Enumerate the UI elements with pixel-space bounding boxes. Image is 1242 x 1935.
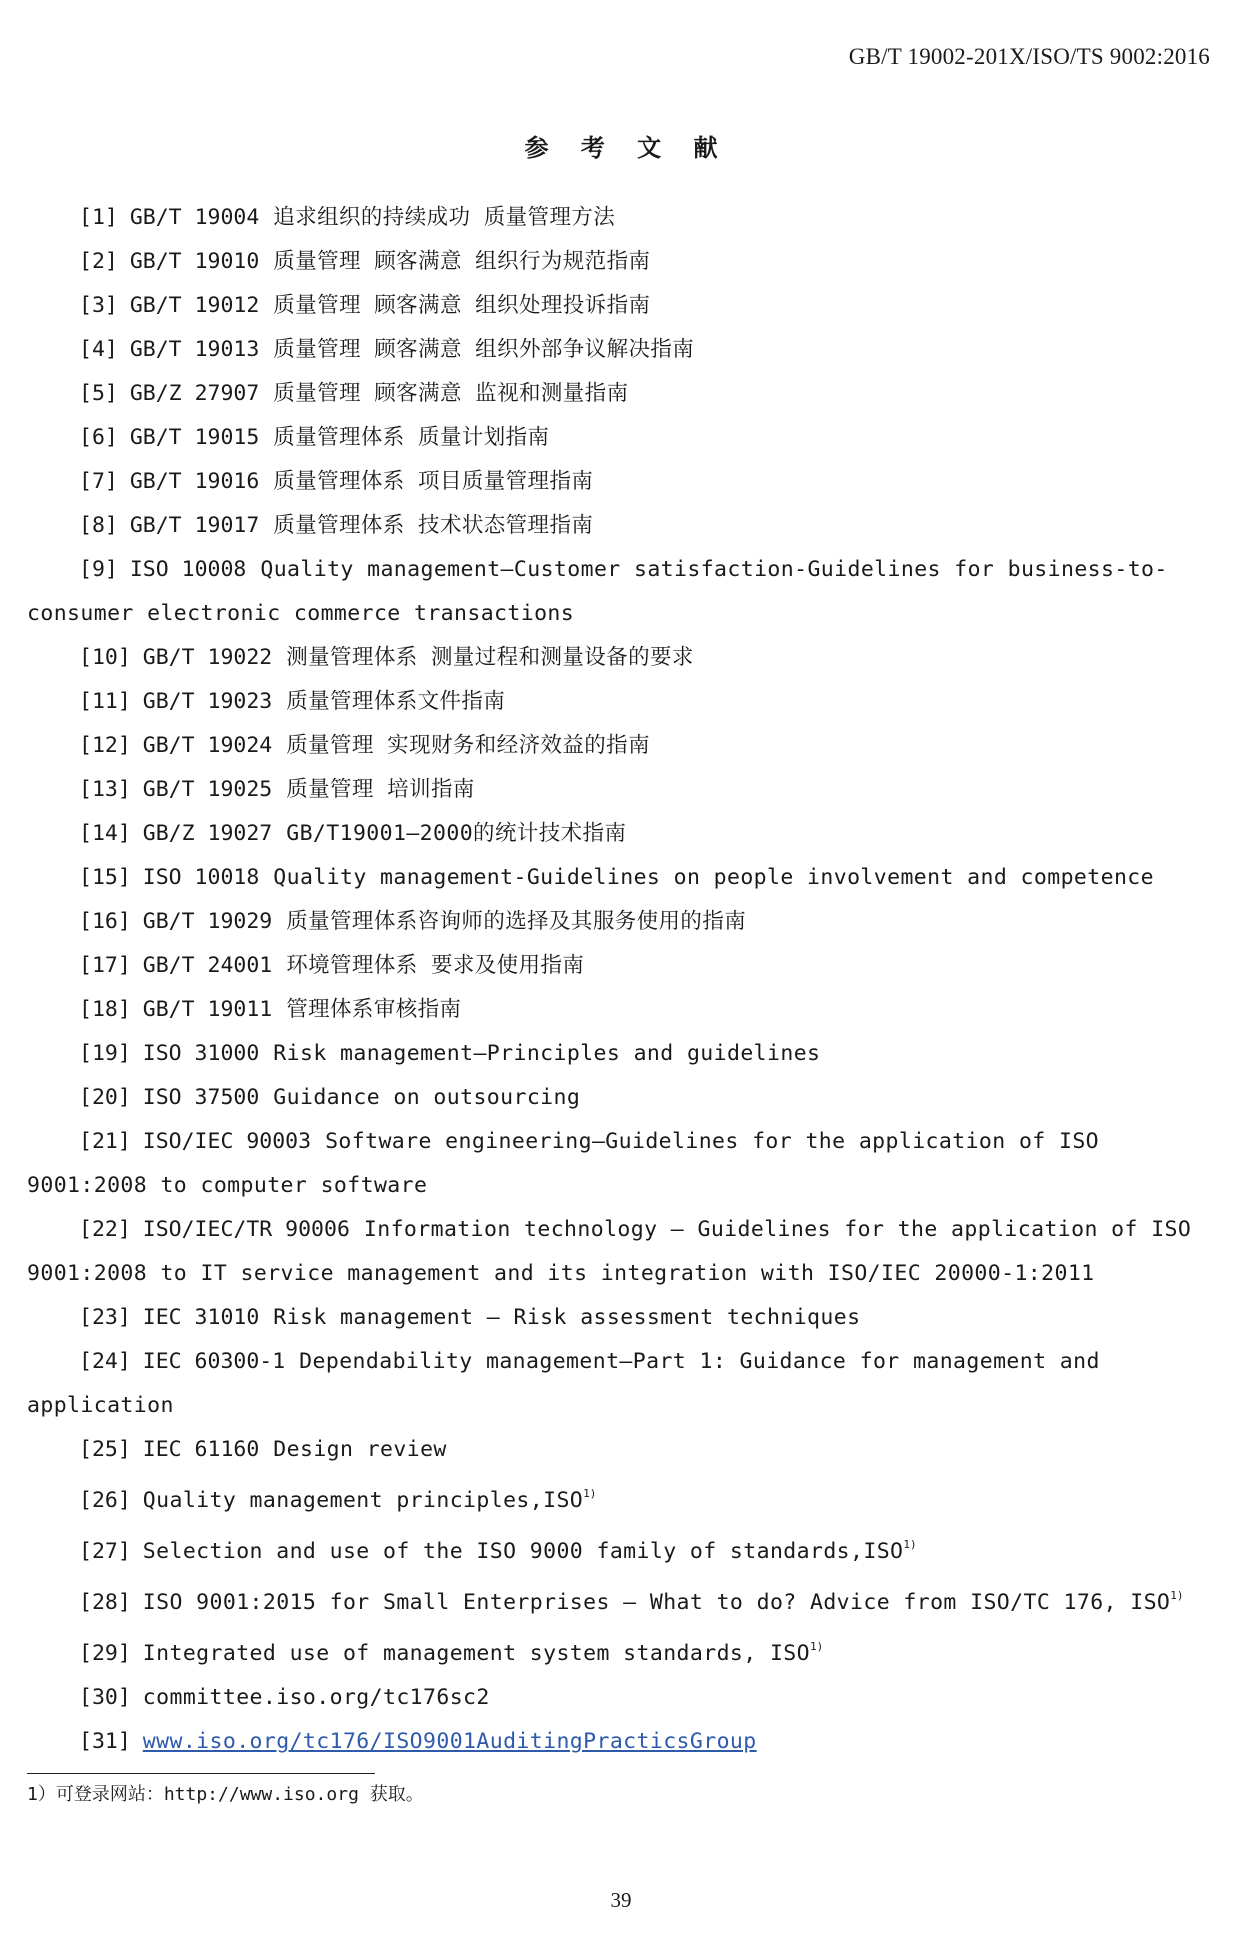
reference-item (0, 1340, 1192, 1428)
reference-number: [16] (79, 909, 131, 934)
reference-number: [29] (79, 1641, 131, 1666)
reference-number: [19] (79, 1041, 131, 1066)
document-header: GB/T 19002-201X/ISO/TS 9002:2016 (848, 44, 1210, 69)
reference-item (0, 1296, 1192, 1340)
reference-number: [23] (79, 1305, 131, 1330)
reference-item (0, 856, 1192, 900)
reference-number: [21] (79, 1129, 131, 1154)
reference-number: [7] (79, 469, 118, 494)
reference-code: GB/T 19011 (142, 997, 273, 1022)
reference-number: [3] (79, 293, 118, 318)
reference-number: [12] (79, 733, 131, 758)
reference-item (0, 328, 1192, 372)
reference-code: ISO/IEC 90003 (142, 1129, 312, 1154)
reference-number: [31] (79, 1729, 131, 1754)
reference-title: 质量管理体系 质量计划指南 (273, 425, 550, 450)
reference-number: [13] (79, 777, 131, 802)
reference-item (0, 240, 1192, 284)
reference-code: GB/T 19012 (129, 293, 260, 318)
footnote: 1）可登录网站：http://www.iso.org 获取。 (27, 1784, 424, 1805)
reference-title: Quality management—Customer satisfaction-Guidelines for business-to-consumer electronic commerce transactions (27, 557, 1168, 626)
reference-item (0, 1472, 1192, 1523)
reference-item (0, 1720, 1192, 1764)
reference-code: GB/T 19013 (129, 337, 260, 362)
reference-code: GB/T 19016 (129, 469, 260, 494)
reference-title: 质量管理 实现财务和经济效益的指南 (286, 733, 650, 758)
reference-item (0, 1428, 1192, 1472)
reference-code: GB/T 19025 (142, 777, 273, 802)
reference-number: [4] (79, 337, 118, 362)
reference-title: 质量管理 顾客满意 监视和测量指南 (273, 381, 629, 406)
reference-number: [2] (79, 249, 118, 274)
reference-title: ISO 9001:2015 for Small Enterprises — What to do? Advice from ISO/TC 176, ISO (142, 1590, 1171, 1615)
reference-number: [1] (79, 205, 118, 230)
page-number: 39 (610, 1888, 632, 1912)
reference-code: IEC 61160 (142, 1437, 260, 1462)
reference-code: GB/T 19029 (142, 909, 273, 934)
reference-title: 测量管理体系 测量过程和测量设备的要求 (286, 645, 694, 670)
reference-code: GB/T 19024 (142, 733, 273, 758)
reference-title: Quality management-Guidelines on people involvement and competence (273, 865, 1154, 890)
reference-number: [27] (79, 1539, 131, 1564)
footnote-divider (27, 1773, 375, 1774)
reference-number: [22] (79, 1217, 131, 1242)
reference-item (0, 548, 1192, 636)
reference-number: [9] (79, 557, 118, 582)
footnote-marker: 1) (583, 1487, 597, 1500)
reference-item (0, 1208, 1192, 1296)
reference-item (0, 724, 1192, 768)
reference-title: 质量管理体系 项目质量管理指南 (273, 469, 594, 494)
reference-item (0, 284, 1192, 328)
reference-item (0, 1032, 1192, 1076)
reference-number: [28] (79, 1590, 131, 1615)
reference-link[interactable]: www.iso.org/tc176/ISO9001AuditingPracticsGroup (142, 1729, 757, 1754)
reference-title: 质量管理 顾客满意 组织外部争议解决指南 (273, 337, 695, 362)
page-title: 参 考 文 献 (524, 134, 730, 162)
reference-number: [5] (79, 381, 118, 406)
reference-title: GB/T19001—2000的统计技术指南 (286, 821, 627, 846)
reference-title: Risk management — Risk assessment techniques (273, 1305, 861, 1330)
reference-title: 环境管理体系 要求及使用指南 (286, 953, 585, 978)
reference-item (0, 768, 1192, 812)
reference-title: 管理体系审核指南 (286, 997, 462, 1022)
reference-item (0, 1676, 1192, 1720)
reference-code: ISO 37500 (142, 1085, 260, 1110)
reference-item (0, 1523, 1192, 1574)
reference-title: Risk management—Principles and guidelines (273, 1041, 821, 1066)
reference-item (0, 1076, 1192, 1120)
reference-list (0, 196, 1242, 1764)
reference-code: GB/T 19010 (129, 249, 260, 274)
reference-number: [24] (79, 1349, 131, 1374)
reference-code: GB/Z 27907 (129, 381, 260, 406)
reference-code: ISO/IEC/TR 90006 (142, 1217, 350, 1242)
reference-item (0, 988, 1192, 1032)
reference-number: [26] (79, 1488, 131, 1513)
reference-item (0, 680, 1192, 724)
reference-code: GB/T 24001 (142, 953, 273, 978)
reference-number: [11] (79, 689, 131, 714)
reference-title: 追求组织的持续成功 质量管理方法 (273, 205, 616, 230)
reference-number: [18] (79, 997, 131, 1022)
reference-title: 质量管理体系 技术状态管理指南 (273, 513, 594, 538)
reference-code: GB/T 19017 (129, 513, 260, 538)
reference-code: GB/T 19015 (129, 425, 260, 450)
reference-item (0, 460, 1192, 504)
reference-code: IEC 31010 (142, 1305, 260, 1330)
reference-item (0, 1120, 1192, 1208)
reference-number: [30] (79, 1685, 131, 1710)
reference-number: [25] (79, 1437, 131, 1462)
reference-title: Integrated use of management system standards, ISO (142, 1641, 810, 1666)
reference-item (0, 196, 1192, 240)
reference-code: GB/T 19022 (142, 645, 273, 670)
reference-title: 质量管理体系咨询师的选择及其服务使用的指南 (286, 909, 747, 934)
reference-item (0, 812, 1192, 856)
reference-title: Selection and use of the ISO 9000 family of standards,ISO (142, 1539, 904, 1564)
reference-title: 质量管理 培训指南 (286, 777, 475, 802)
reference-code: ISO 31000 (142, 1041, 260, 1066)
reference-number: [17] (79, 953, 131, 978)
reference-number: [8] (79, 513, 118, 538)
reference-number: [6] (79, 425, 118, 450)
reference-item (0, 944, 1192, 988)
reference-item (0, 1574, 1192, 1625)
footnote-marker: 1) (1170, 1589, 1184, 1602)
reference-item (0, 636, 1192, 680)
reference-item (0, 1625, 1192, 1676)
reference-item (0, 900, 1192, 944)
reference-title: Dependability management—Part 1: Guidance for management and application (27, 1349, 1100, 1418)
footnote-marker: 1) (810, 1640, 824, 1653)
reference-number: [20] (79, 1085, 131, 1110)
reference-code: IEC 60300-1 (142, 1349, 286, 1374)
reference-title: Guidance on outsourcing (273, 1085, 581, 1110)
reference-code: GB/T 19004 (129, 205, 260, 230)
reference-number: [14] (79, 821, 131, 846)
reference-code: GB/Z 19027 (142, 821, 273, 846)
reference-title: Software engineering—Guidelines for the application of ISO 9001:2008 to computer software (27, 1129, 1100, 1198)
reference-code: ISO 10018 (142, 865, 260, 890)
reference-number: [15] (79, 865, 131, 890)
reference-code: ISO 10008 (129, 557, 247, 582)
reference-item (0, 504, 1192, 548)
reference-title: 质量管理体系文件指南 (286, 689, 506, 714)
reference-item (0, 372, 1192, 416)
reference-item (0, 416, 1192, 460)
reference-title: Quality management principles,ISO (142, 1488, 584, 1513)
reference-title: Information technology — Guidelines for the application of ISO 9001:2008 to IT service management and its integration with ISO/IEC 20000-1:2011 (27, 1217, 1192, 1286)
reference-number: [10] (79, 645, 131, 670)
footnote-marker: 1) (903, 1538, 917, 1551)
reference-title: 质量管理 顾客满意 组织处理投诉指南 (273, 293, 651, 318)
reference-title: 质量管理 顾客满意 组织行为规范指南 (273, 249, 651, 274)
reference-code: GB/T 19023 (142, 689, 273, 714)
reference-title: committee.iso.org/tc176sc2 (142, 1685, 490, 1710)
reference-title: Design review (273, 1437, 447, 1462)
